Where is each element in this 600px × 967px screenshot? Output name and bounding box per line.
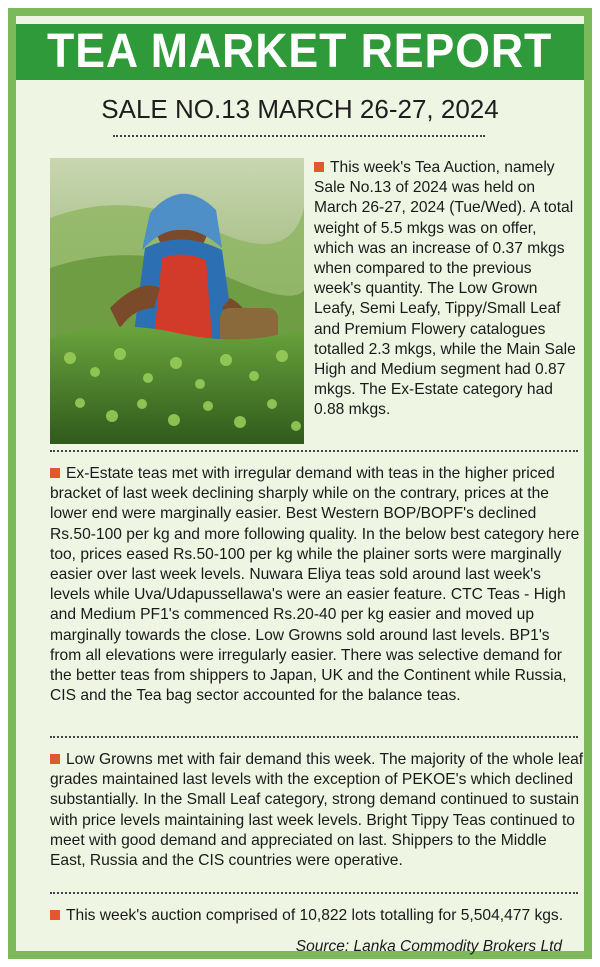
report-subtitle: SALE NO.13 MARCH 26-27, 2024 — [101, 94, 499, 124]
square-bullet-icon — [50, 910, 60, 920]
report-title: TEA MARKET REPORT — [47, 25, 553, 78]
paragraph-ex-estate — [50, 464, 584, 706]
report-frame — [8, 8, 592, 959]
square-bullet-icon — [314, 162, 324, 172]
square-bullet-icon — [50, 468, 60, 478]
paragraph-auction-total — [50, 906, 584, 926]
title-bar — [16, 24, 584, 80]
square-bullet-icon — [50, 754, 60, 764]
tea-plucker-photo — [50, 158, 304, 444]
paragraph-text: This week's auction comprised of 10,822 lots totalling for 5,504,477 kgs. — [66, 907, 564, 924]
divider-2 — [50, 736, 578, 738]
paragraph-low-growns — [50, 750, 584, 871]
paragraph-text: Ex-Estate teas met with irregular demand with teas in the higher priced bracket of last week declining sharply while on the contrary, prices at the lower end were marginally easier. Best Western BOP/BOPF's declined Rs.50-100 per kg and more following quality. In the below best category here too, prices eased Rs.50-100 per kg while the plainer sorts were marginally easier over last week levels. Nuwara Eliya teas sold around last week's levels while Uva/Udapussellawa's were an easier feature. CTC Teas - High and Medium PF1's commenced Rs.20-40 per kg easier and moved up marginally towards the close. Low Growns sold around last levels. BP1's from all elevations were irregularly easier. There was selective demand for the better teas from shippers to Japan, UK and the Continent while Russia, CIS and the Tea bag sector accounted for the balance teas. — [50, 465, 580, 705]
divider-1 — [50, 450, 578, 452]
paragraph-text: This week's Tea Auction, namely Sale No.13 of 2024 was held on March 26-27, 2024 (Tue/Wed). A total weight of 5.5 mkgs was on offer, which was an increase of 0.37 mkgs when compared to the previous week's quantity. The Low Grown Leafy, Semi Leafy, Tippy/Small Leaf and Premium Flowery catalogues totalled 2.3 mkgs, while the Main Sale High and Medium segment had 0.87 mkgs. The Ex-Estate category had 0.88 mkgs. — [314, 159, 576, 419]
source-credit: Source: Lanka Commodity Brokers Ltd — [295, 938, 562, 955]
paragraph-text: Low Growns met with fair demand this week. The majority of the whole leaf grades maintained last levels with the exception of PEKOE's which declined substantially. In the Small Leaf category, strong demand continued to sustain with price levels maintaining last week levels. Bright Tippy Teas continued to meet with good demand and appreciated on last. Shippers to the Middle East, Russia and the CIS countries were operative. — [50, 751, 584, 870]
divider-3 — [50, 892, 578, 894]
paragraph-sale-summary — [314, 158, 576, 421]
subtitle-divider — [113, 135, 485, 137]
